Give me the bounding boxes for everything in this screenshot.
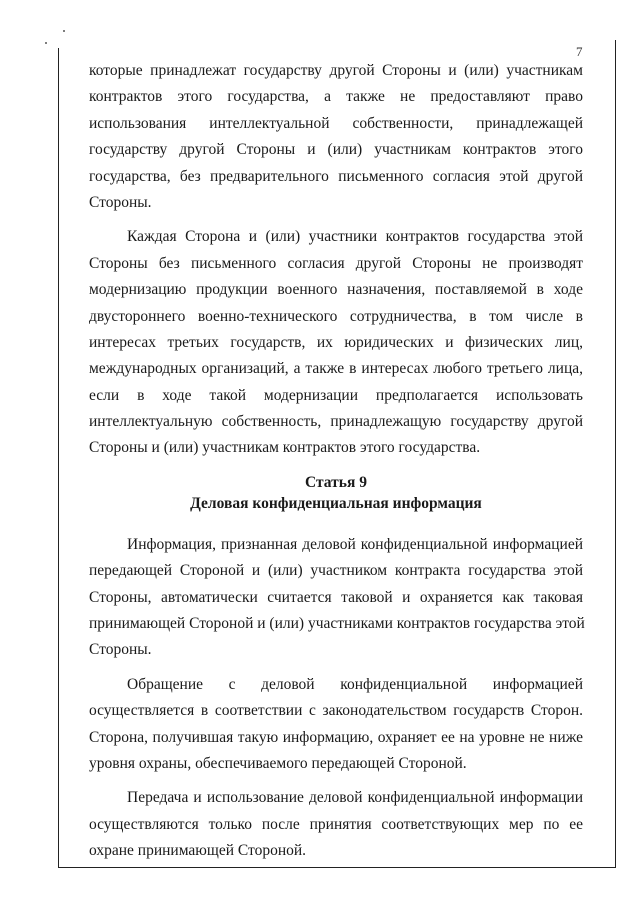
text-line: Сторона, получившая такую информацию, охраняет ее на уровне не ниже <box>89 728 583 746</box>
article-title: Деловая конфиденциальная информация <box>190 494 482 512</box>
text-line: Стороны. <box>89 193 152 211</box>
paragraph <box>89 785 583 864</box>
text-line: государства, без предварительного письменного согласия этой другой <box>89 167 583 185</box>
text-line: охране принимающей Стороной. <box>89 842 307 860</box>
text-line: принимающей Стороной и (или) участниками контрактов государства этой <box>89 615 585 633</box>
scan-speck <box>63 30 65 32</box>
article-number: Статья 9 <box>305 473 367 491</box>
scan-speck <box>45 42 47 44</box>
text-line: если в ходе такой модернизации предполагается использовать <box>89 386 583 404</box>
text-line: международных организаций, а также в интересах любого третьего лица, <box>89 360 583 378</box>
paragraph <box>89 224 583 462</box>
text-line: интеллектуальную собственность, принадлежащую государству другой <box>89 413 583 431</box>
text-line: государству другой Стороны и (или) участникам контрактов этого <box>89 141 583 159</box>
text-line: Каждая Сторона и (или) участники контрактов государства этой <box>127 228 583 246</box>
text-line: Стороны. <box>89 641 152 659</box>
text-line: передающей Стороной и (или) участником контракта государства этой <box>89 562 583 580</box>
text-line: которые принадлежат государству другой Стороны и (или) участникам <box>89 62 583 79</box>
text-line: интересах третьих государств, их юридических и физических лиц, <box>89 333 583 351</box>
text-line: Стороны без письменного согласия другой Стороны не производят <box>89 254 583 272</box>
paragraph <box>89 672 583 778</box>
paragraph <box>89 532 583 664</box>
text-line: использования интеллектуальной собственности, принадлежащей <box>89 114 583 132</box>
text-line: Информация, признанная деловой конфиденциальной информацией <box>127 535 583 553</box>
text-line: контрактов этого государства, а также не предоставляют право <box>89 88 583 106</box>
article-heading <box>89 472 583 514</box>
page-number: 7 <box>576 44 583 59</box>
page-border-bottom <box>58 867 616 868</box>
text-line: Обращение с деловой конфиденциальной информацией <box>127 675 583 693</box>
text-line: Передача и использование деловой конфиденциальной информации <box>127 789 583 807</box>
paragraph <box>89 58 583 216</box>
document-body <box>89 58 583 865</box>
page-border-right <box>615 40 616 868</box>
text-line: модернизацию продукции военного назначения, поставляемой в ходе <box>89 281 583 299</box>
text-line: Стороны и (или) участникам контрактов этого государства. <box>89 439 481 457</box>
text-line: двустороннего военно-технического сотрудничества, в том числе в <box>89 307 583 325</box>
text-line: осуществляется в соответствии с законодательством государств Сторон. <box>89 702 583 720</box>
page-border-left <box>58 48 59 868</box>
text-line: Стороны, автоматически считается таковой и охраняется как таковая <box>89 588 583 606</box>
text-line: осуществляются только после принятия соответствующих мер по ее <box>89 815 583 833</box>
text-line: уровня охраны, обеспечиваемого передающей Стороной. <box>89 754 467 772</box>
